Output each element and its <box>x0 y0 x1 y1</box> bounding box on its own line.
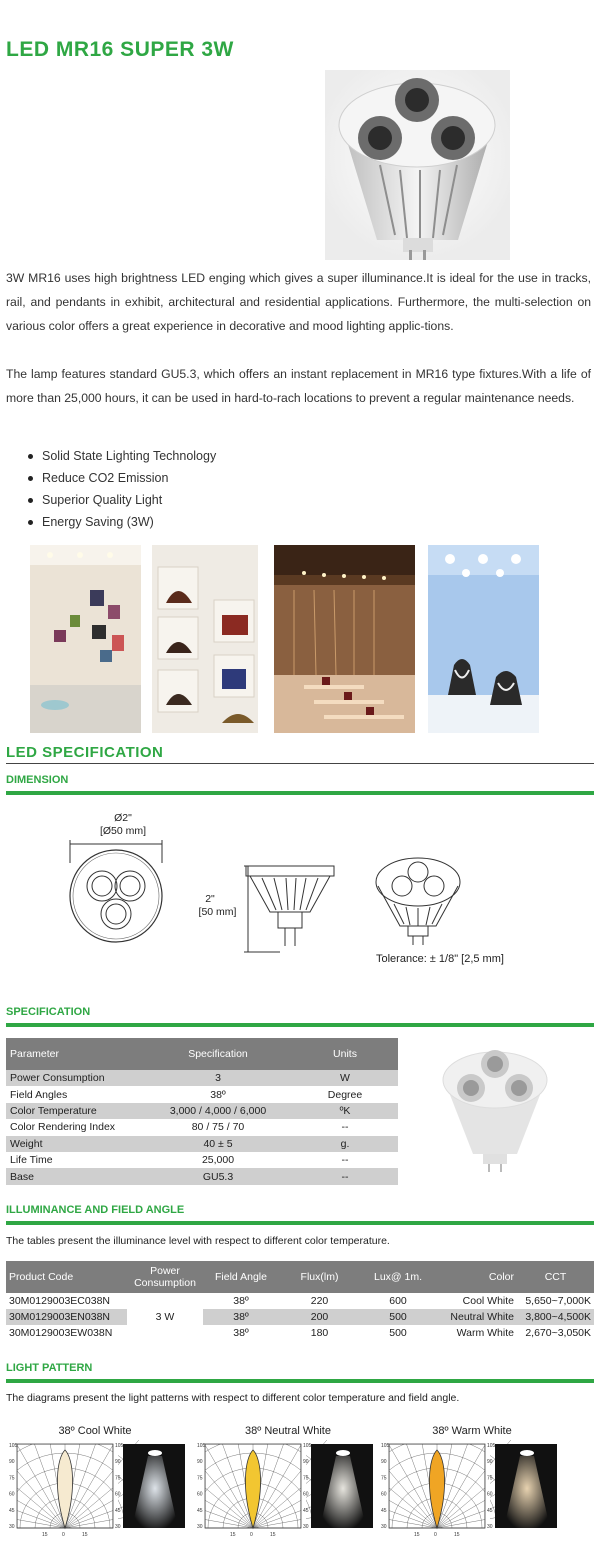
light-pattern-warm <box>380 1440 560 1540</box>
table-row <box>6 1086 398 1102</box>
spec-unit: W <box>292 1070 398 1086</box>
spec-parameter: Base <box>6 1168 144 1184</box>
front-view-drawing <box>62 838 172 948</box>
mask <box>389 1440 485 1444</box>
spec-lamp-image <box>435 1042 555 1172</box>
field-angle: 38º <box>233 1295 249 1307</box>
height-in-label: 2" <box>205 893 215 905</box>
spec-unit: g. <box>292 1136 398 1152</box>
lamp-icon <box>148 1450 162 1456</box>
y-tick-label: 105 <box>303 1443 312 1449</box>
y-tick-label: 30 <box>381 1524 387 1530</box>
column-header: Units <box>292 1038 398 1070</box>
light-pattern-cool <box>8 1440 188 1540</box>
x-tick-label: 0 <box>250 1532 253 1538</box>
y-tick-label: 90 <box>303 1459 309 1466</box>
column-header: Parameter <box>6 1038 144 1070</box>
tolerance-note: Tolerance: ± 1/8" [2,5 mm] <box>376 953 504 965</box>
light-pattern-bar <box>6 1379 594 1383</box>
column-header: CCT <box>517 1261 594 1293</box>
flux-value: 200 <box>310 1311 329 1323</box>
column-header: Color <box>436 1261 517 1293</box>
spec-parameter: Color Rendering Index <box>10 1121 116 1134</box>
y-tick-label: 45 <box>487 1507 493 1514</box>
y-tick-label: 45 <box>197 1507 203 1514</box>
feature-item: Reduce CO2 Emission <box>28 467 216 489</box>
led-spec-heading: LED SPECIFICATION <box>6 744 164 761</box>
mask <box>205 1440 301 1444</box>
table-header-row <box>6 1261 594 1293</box>
spec-unit: -- <box>292 1168 398 1184</box>
y-tick-label: 30 <box>487 1524 493 1530</box>
y-tick-label: 75 <box>9 1475 15 1482</box>
spec-unit: ºK <box>292 1103 398 1119</box>
photo-stone-wall-shelves <box>274 545 415 733</box>
y-tick-label: 105 <box>381 1443 390 1449</box>
y-tick-label: 90 <box>9 1459 15 1466</box>
spec-value: 3,000 / 4,000 / 6,000 <box>144 1103 292 1119</box>
spec-value: 38º <box>210 1088 226 1101</box>
y-tick-label: 105 <box>115 1443 124 1449</box>
specification-heading: SPECIFICATION <box>6 1006 91 1018</box>
color-value: Cool White <box>462 1295 514 1307</box>
product-code: 30M0129003EW038N <box>9 1327 113 1339</box>
y-tick-label: 90 <box>197 1459 203 1466</box>
spec-parameter: Life Time <box>10 1154 53 1167</box>
flux-value: 220 <box>310 1295 329 1307</box>
field-angle: 38º <box>233 1311 249 1323</box>
y-tick-label: 30 <box>303 1524 309 1530</box>
lamp-icon <box>336 1450 350 1456</box>
x-tick-label: 0 <box>62 1532 65 1538</box>
y-tick-label: 75 <box>197 1475 203 1482</box>
column-header: Lux@ 1m. <box>360 1261 436 1293</box>
table-row <box>6 1136 398 1152</box>
power-value: 3 W <box>155 1311 175 1323</box>
photo-wall-niches <box>152 545 258 733</box>
y-tick-label: 30 <box>115 1524 121 1530</box>
x-tick-label: 15 <box>82 1532 88 1538</box>
specification-bar <box>6 1023 594 1027</box>
pattern-label-neutral: 38º Neutral White <box>245 1425 331 1437</box>
x-tick-label: 15 <box>270 1532 276 1538</box>
lux-value: 500 <box>389 1327 407 1339</box>
cct-value: 2,670~3,050K <box>525 1327 591 1339</box>
spec-value: 40 ± 5 <box>144 1136 292 1152</box>
specification-table <box>6 1038 398 1185</box>
illuminance-intro: The tables present the illuminance level with respect to different color temperature. <box>6 1235 390 1247</box>
spec-value: GU5.3 <box>144 1168 292 1184</box>
y-tick-label: 45 <box>303 1507 309 1514</box>
spec-value: 80 / 75 / 70 <box>191 1121 245 1134</box>
y-tick-label: 30 <box>197 1524 203 1530</box>
y-tick-label: 60 <box>115 1491 121 1498</box>
table-row <box>6 1309 594 1325</box>
perspective-view-drawing <box>372 852 467 947</box>
color-value: Neutral White <box>450 1311 514 1323</box>
field-angle: 38º <box>233 1327 249 1339</box>
feature-list <box>28 445 216 533</box>
flux-value: 180 <box>310 1327 329 1339</box>
table-row <box>6 1325 594 1341</box>
x-tick-label: 15 <box>230 1532 236 1538</box>
spec-unit: -- <box>341 1154 349 1167</box>
spec-parameter: Color Temperature <box>6 1103 144 1119</box>
column-header: Product Code <box>6 1261 127 1293</box>
y-tick-label: 90 <box>115 1459 121 1466</box>
light-pattern-heading: LIGHT PATTERN <box>6 1362 93 1374</box>
y-tick-label: 60 <box>487 1491 493 1498</box>
y-tick-label: 45 <box>381 1507 387 1514</box>
table-row <box>6 1293 594 1309</box>
cct-value: 3,800~4,500K <box>525 1311 591 1323</box>
column-header: Flux(lm) <box>279 1261 360 1293</box>
light-pattern-neutral <box>196 1440 376 1540</box>
page-title: LED MR16 SUPER 3W <box>6 38 234 61</box>
y-tick-label: 90 <box>487 1459 493 1466</box>
spec-parameter: Field Angles <box>10 1088 68 1101</box>
cct-value: 5,650~7,000K <box>525 1295 591 1307</box>
spec-value: 3 <box>144 1070 292 1086</box>
photo-boutique-bags <box>30 545 141 733</box>
lamp-icon <box>520 1450 534 1456</box>
x-tick-label: 0 <box>434 1532 437 1538</box>
color-value: Warm White <box>456 1327 514 1339</box>
spec-unit: Degree <box>327 1088 363 1101</box>
product-code: 30M0129003EN038N <box>9 1311 110 1323</box>
feature-item: Energy Saving (3W) <box>28 511 216 533</box>
y-tick-label: 90 <box>381 1459 387 1466</box>
table-row <box>6 1103 398 1119</box>
y-tick-label: 75 <box>115 1475 121 1482</box>
dimension-bar <box>6 791 594 795</box>
dimension-heading: DIMENSION <box>6 774 69 786</box>
table-row <box>6 1070 398 1086</box>
feature-item: Solid State Lighting Technology <box>28 445 216 467</box>
feature-item: Superior Quality Light <box>28 489 216 511</box>
photo-jewelry-display <box>428 545 539 733</box>
table-header-row <box>6 1038 398 1070</box>
y-tick-label: 45 <box>9 1507 15 1514</box>
y-tick-label: 60 <box>381 1491 387 1498</box>
product-code: 30M0129003EC038N <box>9 1295 110 1307</box>
y-tick-label: 75 <box>381 1475 387 1482</box>
illuminance-table <box>6 1261 594 1341</box>
spec-unit: -- <box>341 1121 349 1134</box>
x-tick-label: 15 <box>454 1532 460 1538</box>
table-row <box>6 1168 398 1184</box>
intro-paragraph-1: 3W MR16 uses high brightness LED enging which gives a super illuminance.It is ideal for the use in tracks, rail, and pendants in exhibit, architectural and residential applications. Furthermore, the multi-selection on various color offers a great experience in decorative and mood lighting applic-tions. <box>6 271 591 333</box>
mask <box>17 1440 113 1444</box>
illuminance-bar <box>6 1221 594 1225</box>
spec-value: 25,000 <box>201 1154 235 1167</box>
column-header: Field Angle <box>203 1261 279 1293</box>
diameter-in-label: Ø2" <box>114 812 132 824</box>
table-row <box>6 1152 398 1168</box>
pattern-label-cool: 38º Cool White <box>58 1425 132 1437</box>
y-tick-label: 60 <box>303 1491 309 1498</box>
column-header: Power Consumption <box>127 1261 203 1293</box>
light-pattern-intro: The diagrams present the light patterns with respect to different color temperature and field angle. <box>6 1392 460 1404</box>
illuminance-heading: ILLUMINANCE AND FIELD ANGLE <box>6 1204 185 1216</box>
y-tick-label: 60 <box>197 1491 203 1498</box>
spec-parameter: Power Consumption <box>6 1070 144 1086</box>
y-tick-label: 30 <box>9 1524 15 1530</box>
y-tick-label: 105 <box>9 1443 18 1449</box>
diameter-mm-label: [Ø50 mm] <box>99 825 147 837</box>
intro-paragraph-2: The lamp features standard GU5.3, which offers an instant replacement in MR16 type fixtures.With a life of more than 25,000 hours, it can be used in hard-to-rach locations to prevent a regular maintenance needs. <box>6 367 591 405</box>
y-tick-label: 45 <box>115 1507 121 1514</box>
column-header: Specification <box>144 1038 292 1070</box>
divider <box>6 763 594 764</box>
spec-parameter: Weight <box>6 1136 144 1152</box>
pattern-label-warm: 38º Warm White <box>432 1425 512 1437</box>
x-tick-label: 15 <box>42 1532 48 1538</box>
y-tick-label: 75 <box>303 1475 309 1482</box>
side-view-drawing <box>240 860 340 960</box>
product-lamp-image <box>325 70 510 260</box>
y-tick-label: 105 <box>197 1443 206 1449</box>
x-tick-label: 15 <box>414 1532 420 1538</box>
y-tick-label: 75 <box>487 1475 493 1482</box>
height-mm-label: [50 mm] <box>198 906 237 918</box>
lux-value: 500 <box>389 1311 407 1323</box>
y-tick-label: 60 <box>9 1491 15 1498</box>
y-tick-label: 105 <box>487 1443 496 1449</box>
lux-value: 600 <box>389 1295 407 1307</box>
table-row <box>6 1119 398 1135</box>
